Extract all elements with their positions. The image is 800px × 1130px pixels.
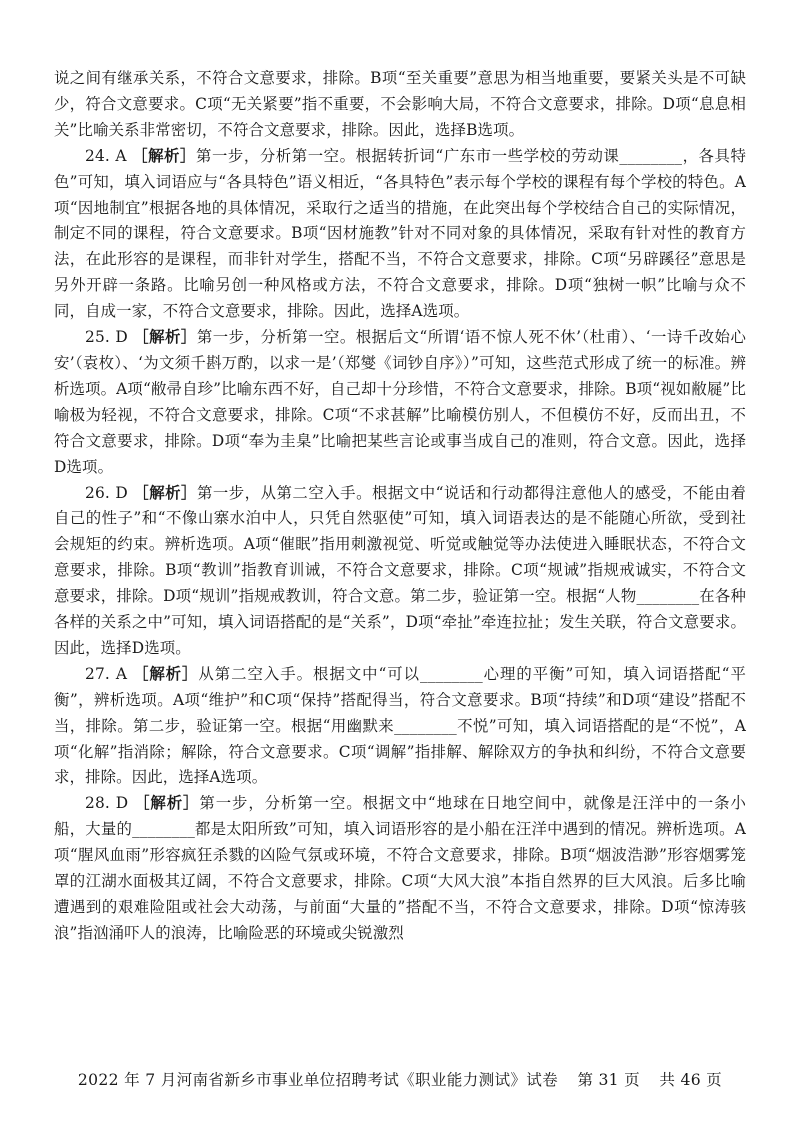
answer-letter: D — [115, 483, 128, 502]
analysis-tag: ［解析］ — [132, 664, 199, 683]
answer-letter: A — [115, 664, 128, 683]
question-number: 24. — [85, 146, 110, 165]
footer-total-pages: 共 46 页 — [659, 1071, 723, 1089]
continuation-paragraph: 说之间有继承关系，不符合文意要求，排除。B项“至关重要”意思为相当地重要，要紧关头是不可缺少，符合文意要求。C项“无关紧要”指不重要，不会影响大局，不符合文意要求，排除。D项“息息相关”比喻关系非常密切，不符合文意要求，排除。因此，选择B选项。 — [54, 69, 746, 139]
answer-letter: D — [115, 328, 128, 347]
analysis-text: 从第二空入手。根据文中“可以________心理的平衡”可知，填入词语搭配“平衡”，辨析选项。A项“维护”和C项“保持”搭配得当，符合文意要求。B项“持续”和D项“建设”搭配不当，排除。第二步，验证第一空。根据“用幽默来________不悦”可知，填入词语搭配的是“不悦”，A项“化解”指消除；解除，符合文意要求。C项“调解”指排解、解除双方的争执和纠纷，不符合文意要求，排除。因此，选择A选项。 — [54, 664, 746, 787]
document-body — [54, 66, 746, 947]
answer-letter: A — [115, 146, 127, 165]
analysis-tag: ［解析］ — [133, 328, 197, 347]
answer-item-25 — [54, 325, 746, 480]
question-number: 25. — [85, 328, 110, 347]
analysis-text: 第一步，分析第一空。根据转折词“广东市一些学校的劳动课________，各具特色”可知，填入词语应与“各具特色”语义相近，“各具特色”表示每个学校的课程有每个学校的特色。A项“因地制宜”根据各地的具体情况，采取行之适当的措施，在此突出每个学校结合自己的实际情况，制定不同的课程，符合文意要求。B项“因材施教”针对不同对象的具体情况，采取有针对性的教育方法，在此形容的是课程，而非针对学生，搭配不当，不符合文意要求，排除。C项“另辟蹊径”意思是另外开辟一条路。比喻另创一种风格或方法，不符合文意要求，排除。D项“独树一帜”比喻与众不同，自成一家，不符合文意要求，排除。因此，选择A选项。 — [54, 146, 746, 321]
answer-letter: D — [115, 794, 129, 813]
page-footer — [0, 1068, 800, 1090]
analysis-tag: ［解析］ — [133, 483, 197, 502]
answer-item-24 — [54, 144, 746, 325]
analysis-tag: ［解析］ — [132, 146, 196, 165]
question-number: 28. — [85, 794, 110, 813]
analysis-text: 第一步，从第二空入手。根据文中“说话和行动都得注意他人的感受，不能由着自己的性子”和“不像山寨水泊中人，只凭自然驱使”可知，填入词语表达的是不能随心所欲，受到社会规矩的约束。辨析选项。A项“催眠”指用刺激视觉、听觉或触觉等办法使进入睡眠状态，不符合文意要求，排除。B项“教训”指教育训诫，不符合文意要求，排除。C项“规诫”指规戒诚实，不符合文意要求，排除。D项“规训”指规戒教训，符合文意。第二步，验证第一空。根据“人物________在各种各样的关系之中”可知，填入词语搭配的是“关系”，D项“牵扯”牵连拉扯；发生关联，符合文意要求。因此，选择D选项。 — [54, 483, 746, 657]
question-number: 27. — [85, 664, 110, 683]
footer-page-number: 第 31 页 — [577, 1071, 641, 1089]
answer-item-26 — [54, 481, 746, 662]
analysis-text: 第一步，分析第一空。根据后文“所谓‘语不惊人死不休’（杜甫）、‘一诗千改始心安’（袁枚）、‘为文须千斟万酌，以求一是’（郑燮《词钞自序》）”可知，这些范式形成了统一的标准。辨析选项。A项“敝帚自珍”比喻东西不好，自己却十分珍惜，不符合文意要求，排除。B项“视如敝屣”比喻极为轻视，不符合文意要求，排除。C项“不求甚解”比喻模仿别人，不但模仿不好，反而出丑，不符合文意要求，排除。D项“奉为圭臬”比喻把某些言论或事当成自己的准则，符合文意。因此，选择D选项。 — [54, 328, 746, 476]
analysis-text: 第一步，分析第一空。根据文中“地球在日地空间中，就像是汪洋中的一条小船，大量的________都是太阳所致”可知，填入词语形容的是小船在汪洋中遇到的情况。辨析选项。A项“腥风血雨”形容疯狂杀戮的凶险气氛或环境，不符合文意要求，排除。B项“烟波浩渺”形容烟雾笼罩的江湖水面极其辽阔，不符合文意要求，排除。C项“大风大浪”本指自然界的巨大风浪。后多比喻遭遇到的艰难险阻或社会大动荡，与前面“大量的”搭配不当，不符合文意要求，排除。D项“惊涛骇浪”指汹涌吓人的浪涛，比喻险恶的环境或尖锐激烈 — [54, 794, 747, 942]
analysis-tag: ［解析］ — [134, 794, 200, 813]
answer-item-28 — [54, 791, 746, 946]
footer-title: 2022 年 7 月河南省新乡市事业单位招聘考试《职业能力测试》试卷 — [77, 1071, 559, 1089]
answer-item-27 — [54, 662, 746, 792]
question-number: 26. — [85, 483, 110, 502]
